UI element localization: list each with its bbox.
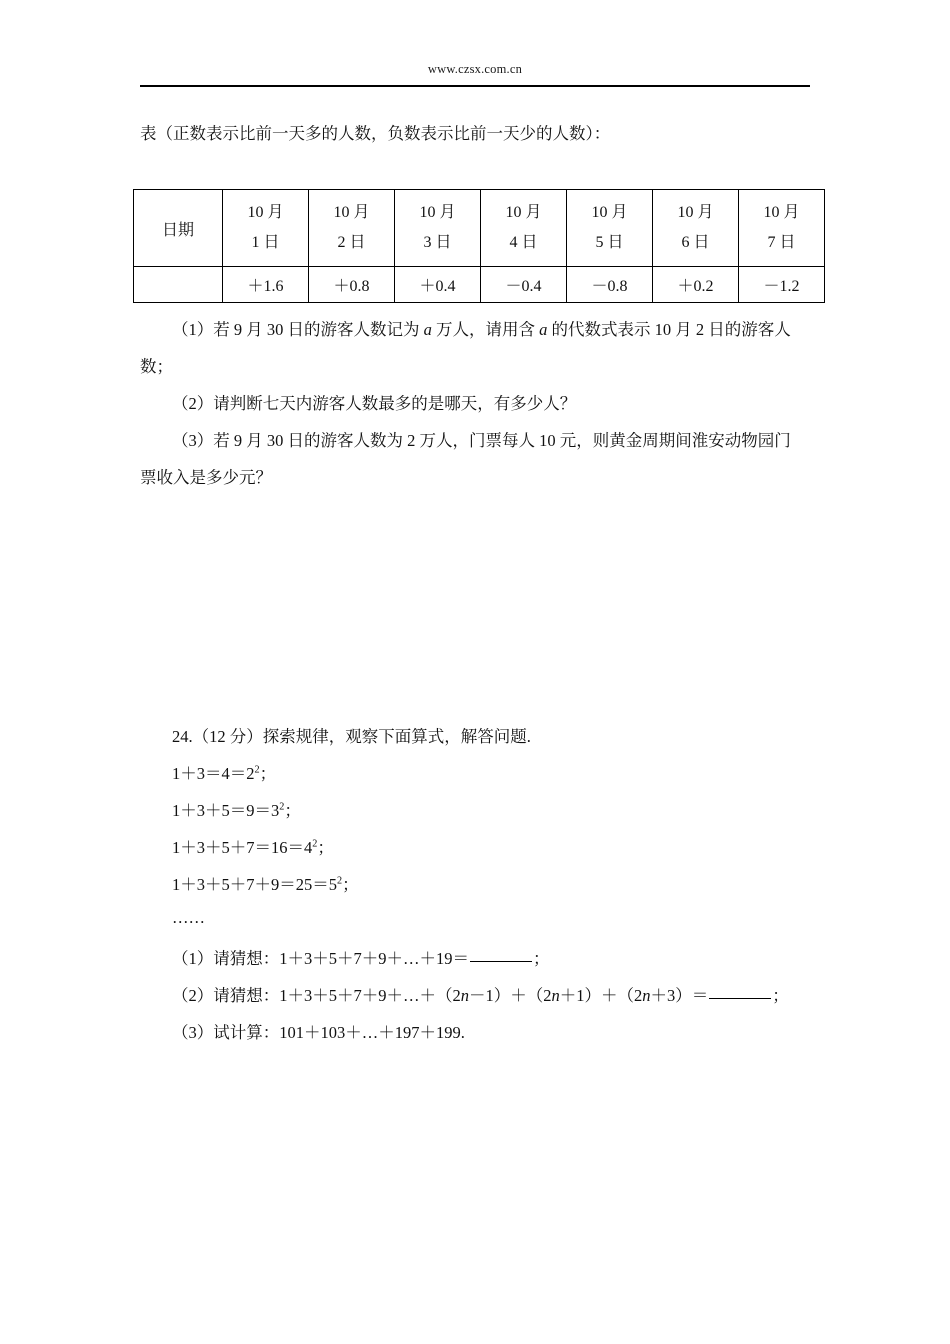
q23-item1-line2: 数； — [140, 357, 173, 376]
q24-equation-4 — [172, 877, 359, 894]
q24-equation-1 — [172, 766, 276, 783]
table-row-header — [134, 190, 825, 267]
q23-item1-line1 — [172, 322, 791, 339]
date-month: 10 月 — [677, 204, 714, 221]
q24-eq4-tail: ； — [342, 875, 359, 894]
table-header-date-3 — [395, 190, 481, 267]
q24-eq4-lhs: 1＋3＋5＋7＋9＝25＝5 — [172, 875, 337, 894]
q23-item3-line1: （3）若 9 月 30 日的游客人数为 2 万人，门票每人 10 元，则黄金周期间淮安动物园门 — [172, 431, 791, 450]
table-value-label-empty — [134, 267, 223, 303]
table-header-date-4 — [481, 190, 567, 267]
table-header-date-5 — [567, 190, 653, 267]
table-header-date-6 — [653, 190, 739, 267]
q24-eq2-exponent: 2 — [279, 801, 285, 813]
date-month: 10 月 — [505, 204, 542, 221]
table-header-date-1 — [223, 190, 309, 267]
q24-eq1-exponent: 2 — [254, 764, 260, 776]
q23-item1-text-a: （1）若 9 月 30 日的游客人数记为 — [172, 320, 424, 339]
q24-eq2-lhs: 1＋3＋5＝9＝3 — [172, 801, 280, 820]
date-day: 6 日 — [681, 234, 710, 251]
q24-sub2-text-b: －1）＋（2 — [469, 986, 552, 1005]
date-day: 5 日 — [595, 234, 624, 251]
intro-line: 表（正数表示比前一天多的人数，负数表示比前一天少的人数）： — [140, 124, 611, 143]
table-header-label: 日期 — [134, 190, 223, 267]
table-value-6: ＋0.2 — [653, 267, 739, 303]
tourist-change-table — [133, 189, 825, 303]
q24-eq4-exponent: 2 — [337, 875, 343, 887]
q24-sub2-var-n3: n — [642, 986, 651, 1005]
table-value-7: －1.2 — [739, 267, 825, 303]
table-header-date-2 — [309, 190, 395, 267]
q24-eq3-exponent: 2 — [312, 838, 318, 850]
date-day: 7 日 — [767, 234, 796, 251]
date-month: 10 月 — [591, 204, 628, 221]
q24-equation-2 — [172, 803, 301, 820]
table-header-date-7 — [739, 190, 825, 267]
header-url: www.czsx.com.cn — [427, 62, 523, 76]
q24-sub2-text-d: ＋3）＝ — [650, 986, 709, 1005]
date-month: 10 月 — [419, 204, 456, 221]
q24-sub1-text: （1）请猜想：1＋3＋5＋7＋9＋…＋19＝ — [172, 949, 469, 968]
q23-item1-text-b: 万人，请用含 — [431, 320, 540, 339]
q24-eq1-tail: ； — [259, 764, 277, 783]
q24-ellipsis: …… — [172, 908, 205, 927]
q24-sub2-text-c: ＋1）＋（2 — [559, 986, 643, 1005]
date-month: 10 月 — [763, 204, 800, 221]
q23-item1-var-a: a — [423, 320, 432, 339]
q24-sub1 — [172, 951, 550, 968]
table-value-2: ＋0.8 — [309, 267, 395, 303]
q24-eq2-tail: ； — [284, 801, 301, 820]
q24-sub1-tail: ； — [533, 949, 550, 968]
q24-sub3: （3）试计算：101＋103＋…＋197＋199. — [172, 1023, 465, 1042]
q23-item1-var-a2: a — [539, 320, 548, 339]
table-row-values — [134, 267, 825, 303]
q23-item1-text-c: 的代数式表示 10 月 2 日的游客人 — [547, 320, 791, 339]
date-day: 2 日 — [337, 234, 366, 251]
header-divider — [140, 85, 810, 87]
q24-sub2-text-a: （2）请猜想：1＋3＋5＋7＋9＋…＋（2 — [172, 986, 461, 1005]
date-month: 10 月 — [333, 204, 370, 221]
q24-sub2 — [172, 988, 789, 1005]
table-value-5: －0.8 — [567, 267, 653, 303]
table-value-1: ＋1.6 — [223, 267, 309, 303]
q24-equation-3 — [172, 840, 334, 857]
q23-item2-line: （2）请判断七天内游客人数最多的是哪天，有多少人？ — [172, 394, 577, 413]
q24-eq3-tail: ； — [317, 838, 334, 857]
date-day: 3 日 — [423, 234, 452, 251]
q24-eq3-lhs: 1＋3＋5＋7＝16＝4 — [172, 838, 313, 857]
q24-sub2-tail: ； — [772, 986, 789, 1005]
q24-sub2-var-n2: n — [551, 986, 560, 1005]
q24-title: 24.（12 分）探索规律，观察下面算式，解答问题. — [172, 727, 531, 746]
date-month: 10 月 — [247, 204, 284, 221]
date-day: 1 日 — [251, 234, 280, 251]
q24-sub1-answer-blank[interactable] — [470, 961, 532, 962]
q24-eq1-lhs: 1＋3＝4＝2 — [172, 764, 255, 783]
date-day: 4 日 — [509, 234, 538, 251]
table-value-4: －0.4 — [481, 267, 567, 303]
q23-item3-line2: 票收入是多少元？ — [140, 468, 272, 487]
table-value-3: ＋0.4 — [395, 267, 481, 303]
q24-sub2-answer-blank[interactable] — [709, 998, 771, 999]
q24-sub2-var-n1: n — [460, 986, 469, 1005]
